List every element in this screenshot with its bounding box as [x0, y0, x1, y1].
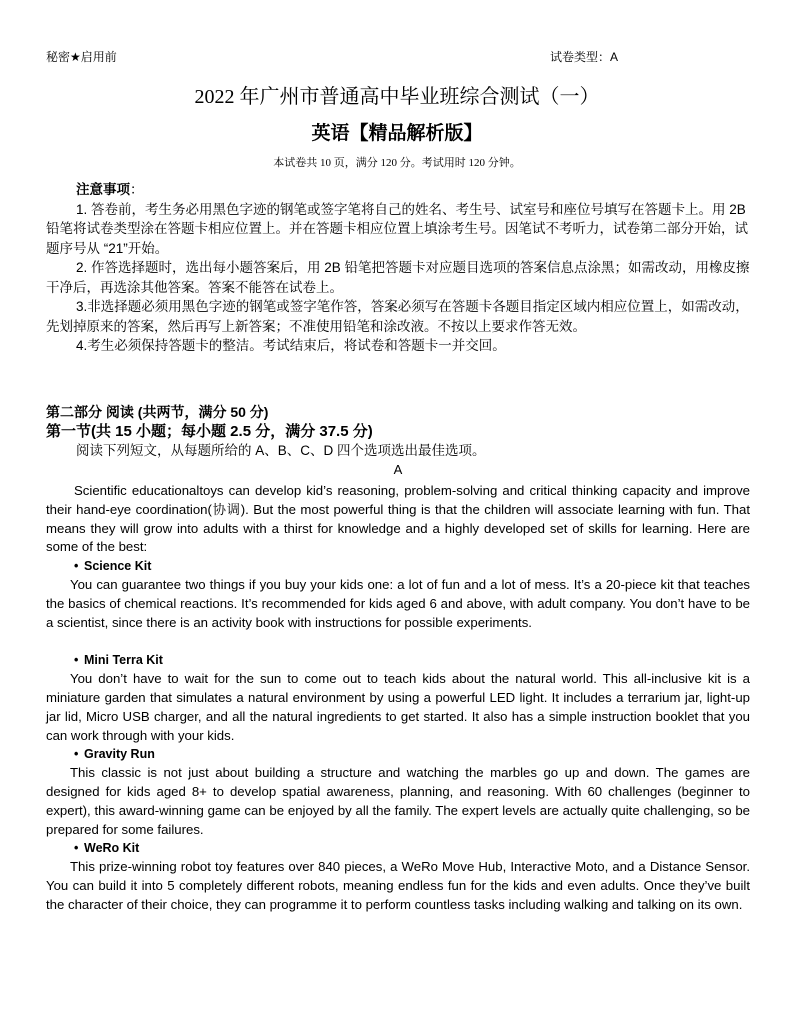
item-heading-science-kit: [46, 557, 750, 576]
item-text: You can guarantee two things if you buy your kids one: a lot of fun and a lot of mess. It’s a 20-piece kit that teaches the basics of chemical reactions. It’s recommended for kids aged 6 and above, with adult company. You don’t have to be a scientist, since there is an activity book with instructions for possible experiments.: [46, 576, 750, 630]
section-heading: 第一节(共 15 小题；每小题 2.5 分，满分 37.5 分): [46, 423, 373, 440]
item-text: You don’t have to wait for the sun to come out to teach kids about the natural world. This all-inclusive kit is a miniature garden that simulates a natural environment by using a powerful LED light. It includes a terrarium jar, light-up jar lid, Micro USB charger, and all the natural ingredients to get started. It also has a simple instruction booklet that you can work through with your kids.: [46, 671, 750, 743]
bullet-icon: •: [74, 747, 79, 762]
reading-part: [46, 403, 750, 479]
passage-a: [46, 482, 750, 915]
item-text: This prize-winning robot toy features over 840 pieces, a WeRo Move Hub, Interactive Moto, and a Distance Sensor. You can build it into 5 completely different robots, meaning endless fun for the kids and even adults. Once they’ve built the character of their choice, they can programme it to perform countless tasks including walking and talking on its own.: [46, 859, 750, 912]
notice-section: [46, 180, 750, 356]
part-heading: 第二部分 阅读 (共两节，满分 50 分): [46, 404, 269, 420]
item-name: Mini Terra Kit: [84, 653, 163, 668]
confidential-label: 秘密★启用前: [46, 50, 117, 64]
bullet-icon: •: [74, 559, 79, 574]
item-heading-gravity-run: [46, 745, 750, 764]
notice-heading-colon: ：: [130, 182, 144, 197]
exam-title: 2022 年广州市普通高中毕业班综合测试（一）: [194, 86, 600, 108]
item-heading-mini-terra-kit: [46, 651, 750, 670]
item-name: Gravity Run: [84, 747, 155, 762]
notice-item: 3.非选择题必须用黑色字迹的钢笔或签字笔作答，答案必须写在答题卡各题目指定区域内相应位置上，如需改动，先划掉原来的答案，然后再写上新答案；不准使用铅笔和涂改液。不按以上要求作答无效。: [46, 299, 749, 334]
bullet-icon: •: [74, 841, 79, 856]
item-text: This classic is not just about building a structure and watching the marbles go up and down. The games are designed for kids aged 8+ to develop spatial awareness, planning, and reasoning. With 60 challenges (beginner to expert), this award-winning game can be enjoyed by all the family. The expert levels are actually quite challenging, so be prepared for some failures.: [46, 765, 750, 837]
notice-heading: [46, 180, 750, 200]
passage-label: A: [393, 462, 403, 477]
paper-type-label: 试卷类型：A: [549, 50, 618, 64]
notice-heading-text: 注意事项: [76, 182, 130, 197]
notice-item: 2. 作答选择题时，选出每小题答案后，用 2B 铅笔把答题卡对应题目选项的答案信息点涂黑；如需改动，用橡皮擦干净后，再选涂其他答案。答案不能答在试卷上。: [46, 260, 750, 295]
exam-info: 本试卷共 10 页，满分 120 分。考试用时 120 分钟。: [273, 157, 521, 169]
notice-item: 4.考生必须保持答题卡的整洁。考试结束后，将试卷和答题卡一并交回。: [76, 338, 506, 353]
item-name: WeRo Kit: [84, 841, 140, 856]
item-heading-wero-kit: [46, 839, 750, 858]
item-name: Science Kit: [84, 559, 152, 574]
exam-subtitle: 英语【精品解析版】: [311, 123, 483, 144]
bullet-icon: •: [74, 653, 79, 668]
passage-intro: Scientific educationaltoys can develop kid’s reasoning, problem-solving and critical thinking capacity and improve their hand-eye coordination(协调). But the most powerful thing is that the children will associate learning with fun. That means they will grow into adults with a thirst for knowledge and a highly developed set of skills for learning. Here are some of the best:: [46, 483, 750, 555]
directions: 阅读下列短文，从每题所给的 A、B、C、D 四个选项选出最佳选项。: [76, 443, 486, 458]
notice-item: 1. 答卷前，考生务必用黑色字迹的钢笔或签字笔将自己的姓名、考生号、试室号和座位号填写在答题卡上。用 2B 铅笔将试卷类型涂在答题卡相应位置上。并在答题卡相应位置上填涂考生号。因笔试不考听力，试卷第二部分开始，试题序号从 “21”开始。: [46, 201, 748, 256]
